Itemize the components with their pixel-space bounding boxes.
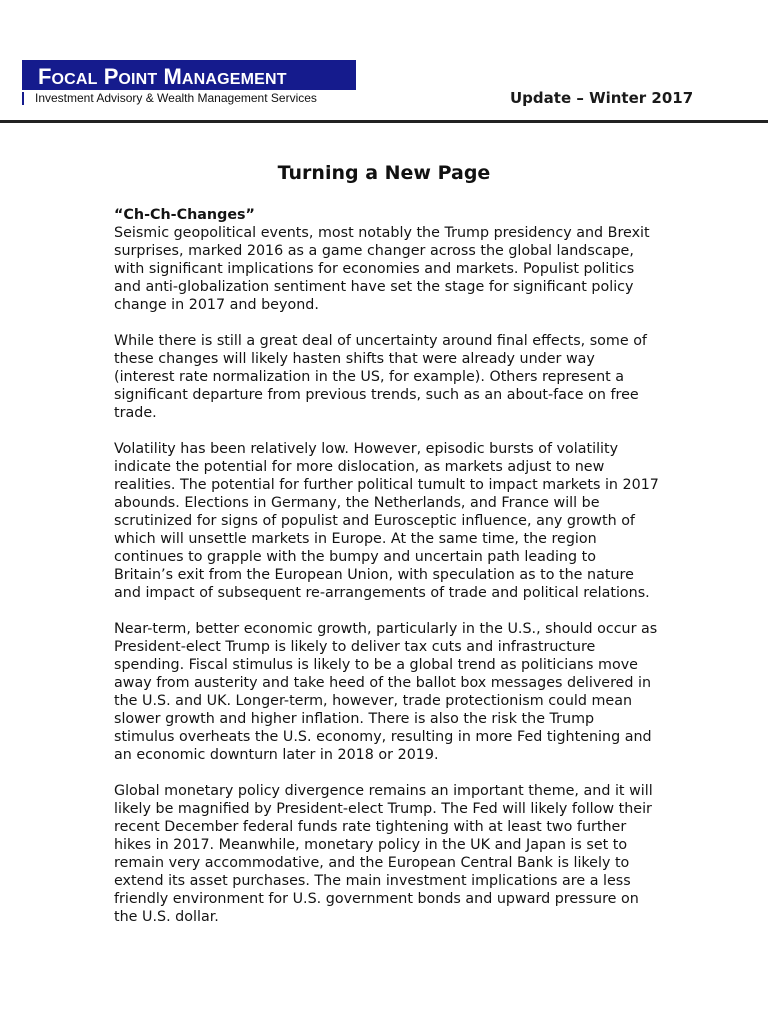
article-paragraph: Volatility has been relatively low. However, episodic bursts of volatility indicate the potential for more dislocation, as markets adjust to new realities. The potential for further political tumult to impact markets in 2017 abounds. Elections in Germany, the Netherlands, and France will be scrutinized for signs of populist and Eurosceptic influence, any growth of which will unsettle markets in Europe. At the same time, the region continues to grapple with the bumpy and uncertain path leading to Britain’s exit from the European Union, with speculation as to the nature and impact of subsequent re-arrangements of trade and political relations. (114, 441, 659, 601)
logo-text-oint: OINT (118, 71, 158, 88)
logo-text-anagement: ANAGEMENT (181, 71, 287, 88)
logo-letter-f: F (38, 64, 52, 89)
article-body (114, 206, 659, 944)
article-paragraph: Near-term, better economic growth, particularly in the U.S., should occur as President-elect Trump is likely to deliver tax cuts and infrastructure spending. Fiscal stimulus is likely to be a global trend as politicians move away from austerity and take heed of the ballot box messages delivered in the U.S. and UK. Longer-term, however, trade protectionism could mean slower growth and higher inflation. There is also the risk the Trump stimulus overheats the U.S. economy, resulting in more Fed tightening and an economic downturn later in 2018 or 2019. (114, 621, 658, 763)
tagline-accent-bar (22, 92, 24, 105)
logo-text-ocal: OCAL (51, 71, 98, 88)
company-logo (22, 60, 356, 90)
header-divider (0, 120, 768, 123)
article-paragraph: Seismic geopolitical events, most notably the Trump presidency and Brexit surprises, marked 2016 as a game changer across the global landscape, with significant implications for economies and markets. Populist politics and anti-globalization sentiment have set the stage for significant policy change in 2017 and beyond. (114, 225, 650, 313)
article-paragraph: While there is still a great deal of uncertainty around final effects, some of these changes will likely hasten shifts that were already under way (interest rate normalization in the US, for example). Others represent a significant departure from previous trends, such as an about-face on free trade. (114, 333, 647, 421)
article-paragraph: Global monetary policy divergence remains an important theme, and it will likely be magnified by President-elect Trump. The Fed will likely follow their recent December federal funds rate tightening with at least two further hikes in 2017. Meanwhile, monetary policy in the UK and Japan is set to remain very accommodative, and the European Central Bank is likely to extend its asset purchases. The main investment implications are a less friendly environment for U.S. government bonds and upward pressure on the U.S. dollar. (114, 783, 653, 925)
article-title: Turning a New Page (277, 162, 491, 184)
article-subhead: “Ch-Ch-Changes” (114, 207, 255, 223)
company-tagline: Investment Advisory & Wealth Management Services (35, 91, 317, 105)
edition-label: Update – Winter 2017 (510, 89, 694, 107)
logo-letter-m: M (157, 64, 182, 89)
logo-letter-p: P (97, 64, 119, 89)
